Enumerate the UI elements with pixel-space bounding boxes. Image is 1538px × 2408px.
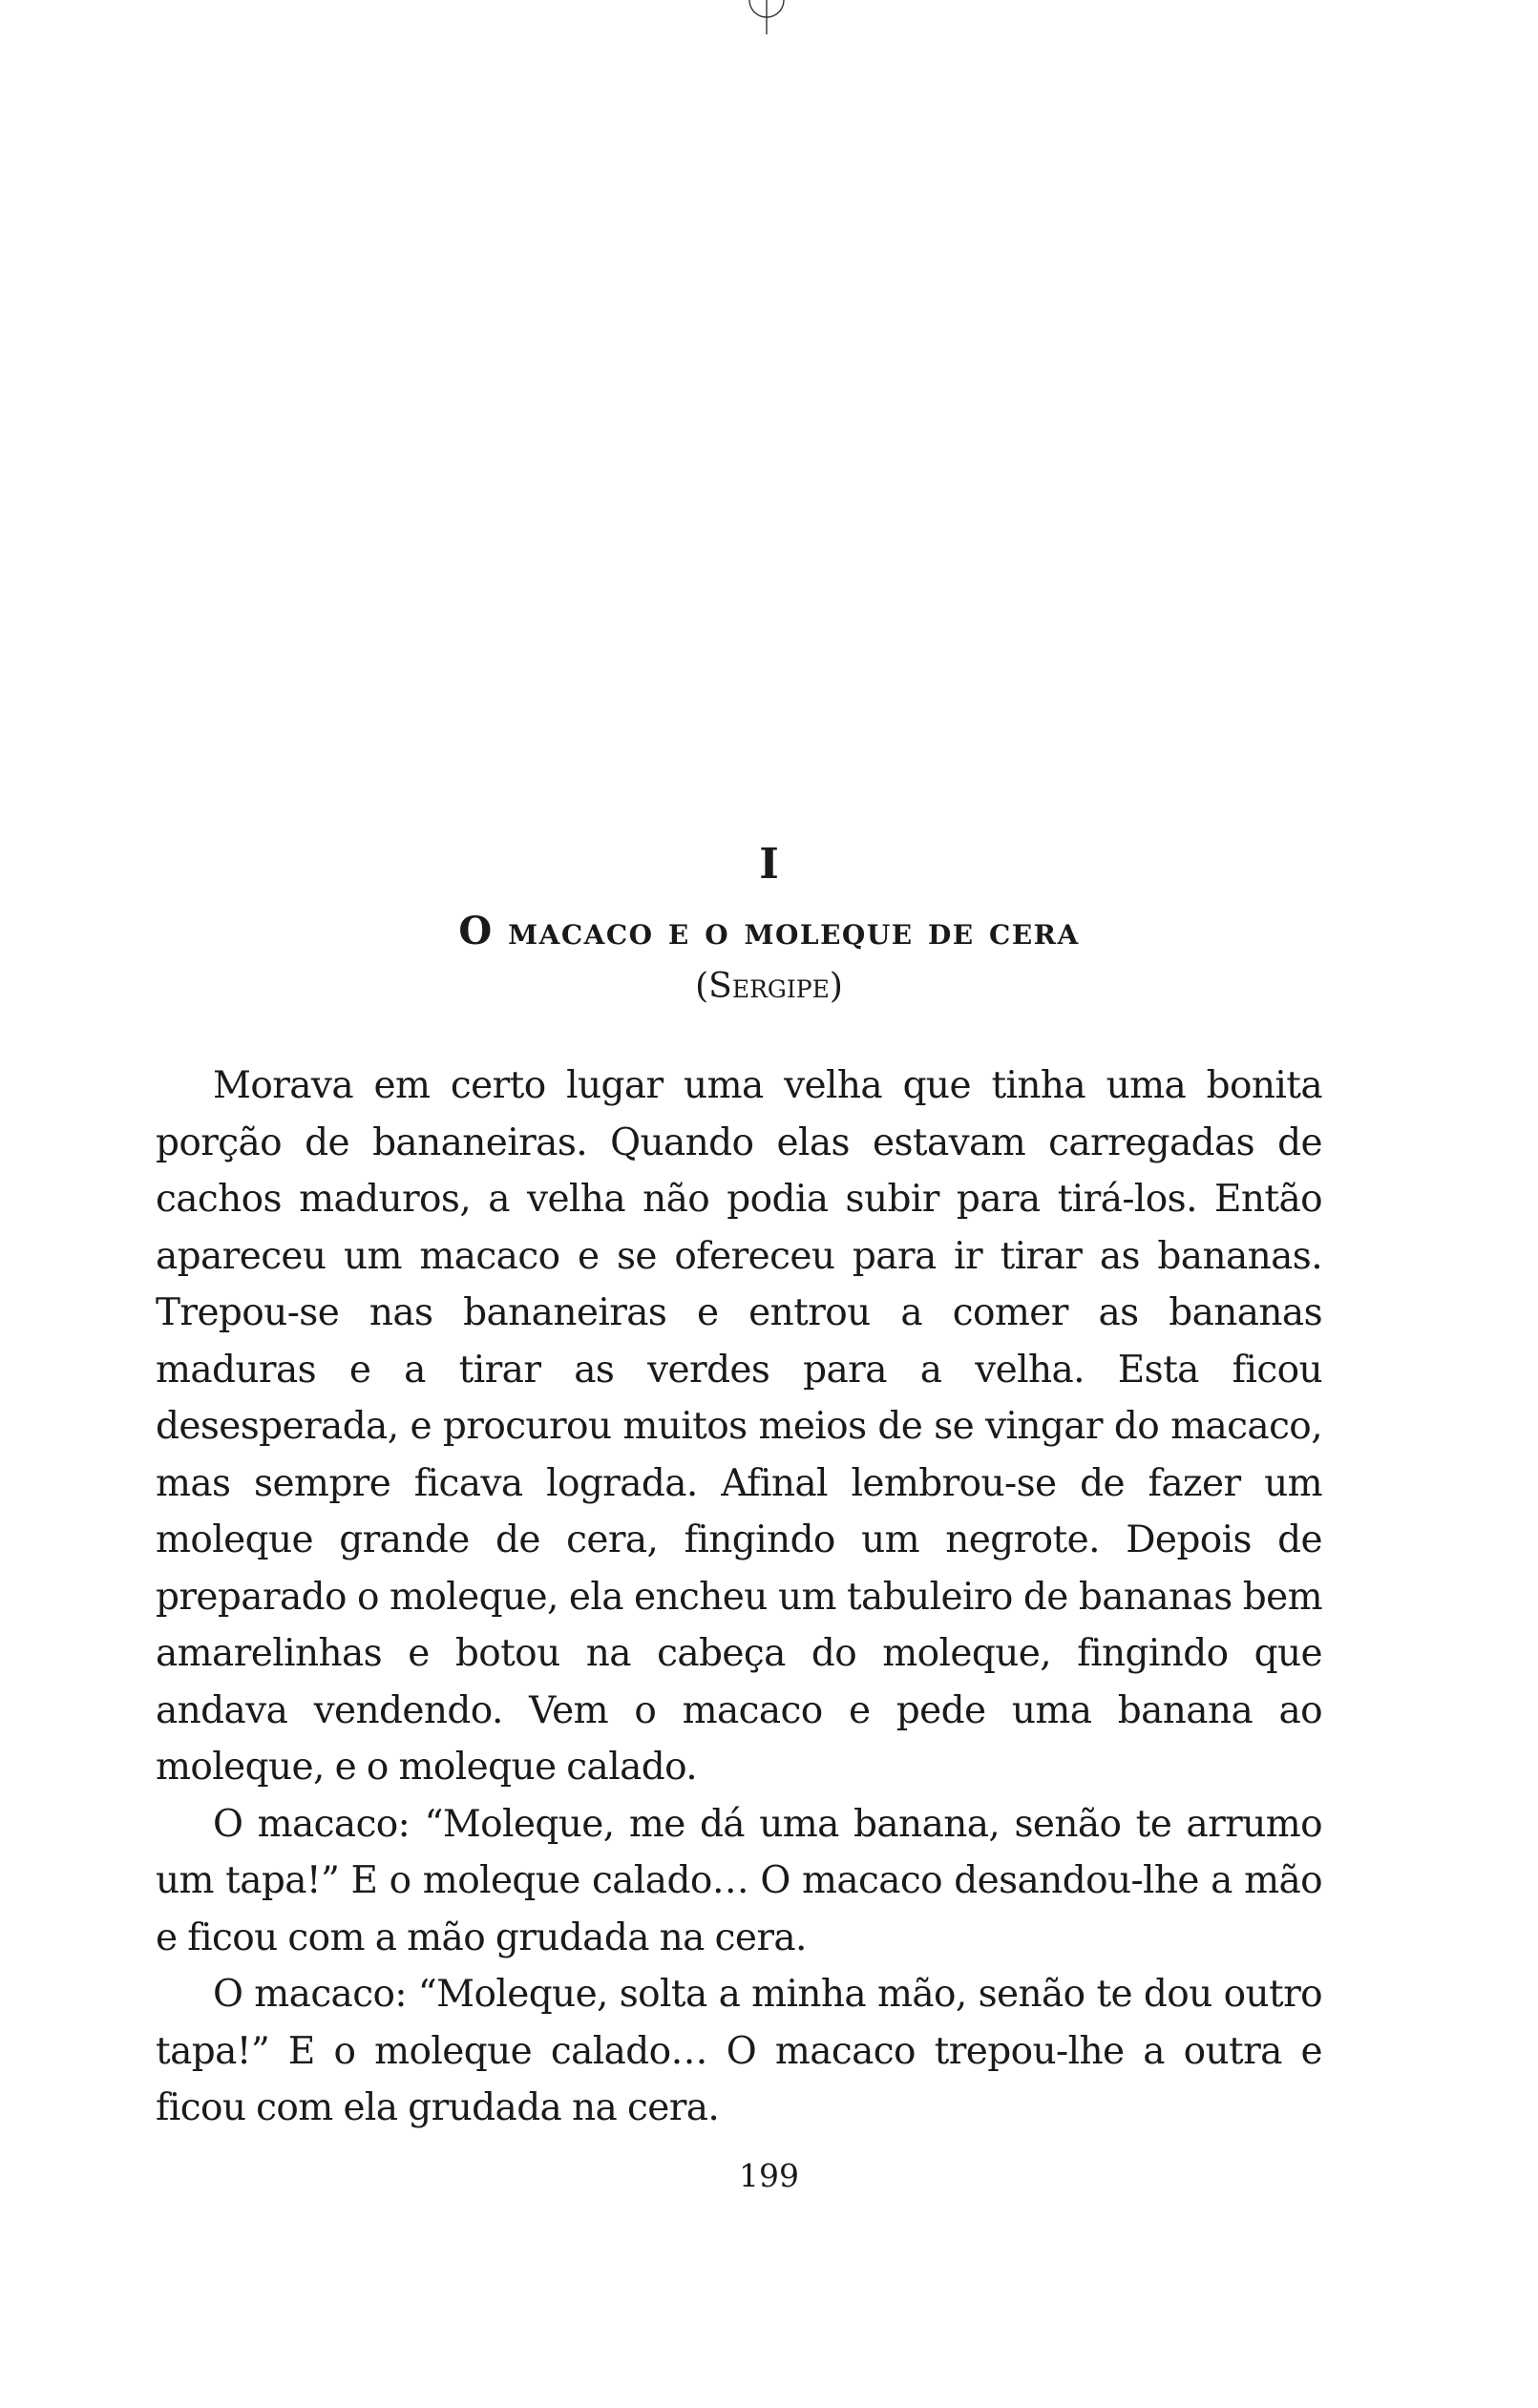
story-text bbox=[156, 1057, 1322, 2137]
chapter-title: O macaco e o moleque de cera bbox=[458, 909, 1080, 953]
page-number: 199 bbox=[739, 2157, 799, 2194]
paragraph: Morava em certo lugar uma velha que tinha uma bonita porção de bananeiras. Quando elas estavam carregadas de cachos maduros, a velha não podia subir para tirá-los. Então apareceu um macaco e se ofereceu para ir tirar as bananas. Trepou-se nas bananeiras e entrou a comer as bananas maduras e a tirar as verdes para a velha. Esta ficou desesperada, e procurou muitos meios de se vingar do macaco, mas sempre ficava lograda. Afinal lembrou-se de fazer um moleque grande de cera, fingindo um negrote. Depois de preparado o moleque, ela encheu um tabuleiro de bananas bem amarelinhas e botou na cabeça do moleque, fingindo que andava vendendo. Vem o macaco e pede uma banana ao moleque, e o moleque calado. bbox=[156, 1064, 1322, 1789]
paragraph: O macaco: “Moleque, solta a minha mão, senão te dou outro tapa!” E o moleque calado… O macaco trepou-lhe a outra e ficou com ela grudada na cera. bbox=[156, 1973, 1322, 2129]
chapter-number: I bbox=[759, 840, 779, 889]
chapter-region: (Sergipe) bbox=[695, 967, 843, 1006]
crop-mark bbox=[746, 0, 788, 34]
paragraph: O macaco: “Moleque, me dá uma banana, senão te arrumo um tapa!” E o moleque calado… O macaco desandou-lhe a mão e ficou com a mão grudada na cera. bbox=[156, 1802, 1322, 1959]
